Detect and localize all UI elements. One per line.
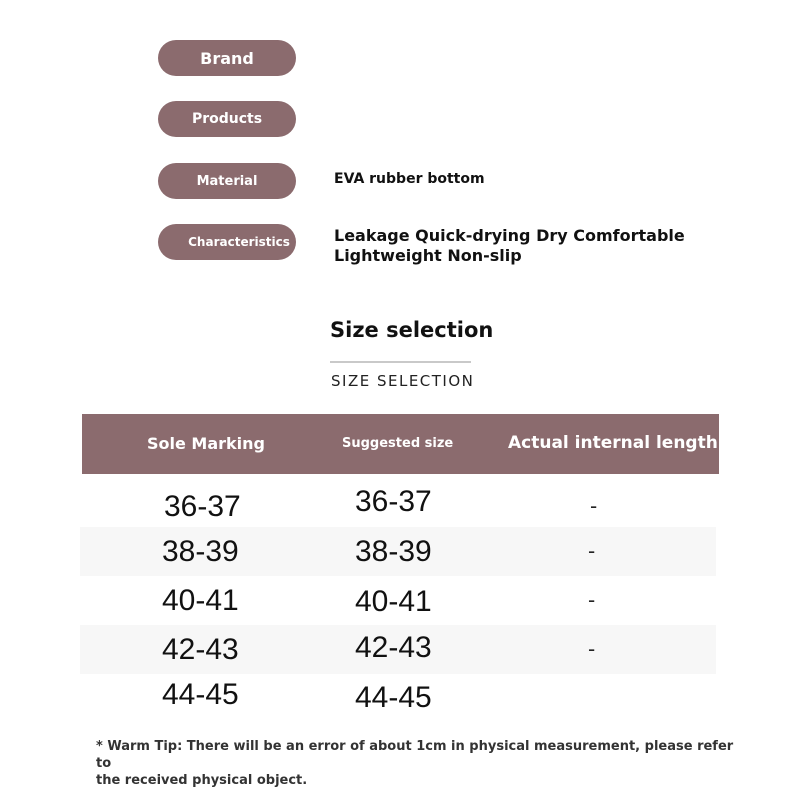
- characteristics-label: Characteristics: [188, 235, 290, 249]
- warm-tip-line2: the received physical object.: [96, 773, 308, 788]
- table-row: [80, 625, 716, 674]
- warm-tip: [96, 738, 736, 789]
- sole-marking-cell: 44-45: [162, 678, 239, 711]
- products-label: Products: [191, 111, 263, 127]
- brand-label: Brand: [200, 48, 254, 68]
- suggested-size-cell: 42-43: [355, 631, 432, 664]
- suggested-size-cell: 38-39: [355, 535, 432, 568]
- size-selection-subtitle: SIZE SELECTION: [331, 372, 475, 390]
- table-row: [80, 478, 716, 527]
- actual-length-cell: -: [588, 637, 596, 661]
- suggested-size-cell: 40-41: [355, 585, 432, 618]
- brand-pill: [158, 40, 296, 76]
- characteristics-value: [334, 226, 685, 266]
- suggested-size-cell: 36-37: [355, 485, 432, 518]
- header-suggested-size: Suggested size: [342, 436, 454, 451]
- table-row: [80, 674, 716, 723]
- characteristics-value-line1: Leakage Quick-drying Dry Comfortable: [334, 226, 685, 245]
- size-selection-divider: [330, 361, 471, 363]
- actual-length-cell: -: [590, 494, 598, 518]
- suggested-size-cell: 44-45: [355, 681, 432, 714]
- material-label: Material: [196, 173, 258, 189]
- sole-marking-cell: 42-43: [162, 633, 239, 666]
- products-pill: [158, 101, 296, 137]
- size-selection-title: Size selection: [330, 318, 494, 342]
- sole-marking-cell: 38-39: [162, 535, 239, 568]
- size-table-header: [82, 414, 719, 474]
- material-pill: [158, 163, 296, 199]
- actual-length-cell: -: [588, 539, 596, 563]
- material-value: EVA rubber bottom: [334, 171, 485, 187]
- table-row: [80, 576, 716, 625]
- table-row: [80, 527, 716, 576]
- characteristics-value-line2: Lightweight Non-slip: [334, 246, 522, 265]
- warm-tip-line1: * Warm Tip: There will be an error of about 1cm in physical measurement, please refer to: [96, 739, 734, 771]
- header-sole-marking: Sole Marking: [147, 434, 265, 453]
- sole-marking-cell: 40-41: [162, 584, 239, 617]
- characteristics-pill: [158, 224, 296, 260]
- sole-marking-cell: 36-37: [164, 490, 241, 523]
- header-actual-length: Actual internal length: [508, 433, 718, 453]
- actual-length-cell: -: [588, 588, 596, 612]
